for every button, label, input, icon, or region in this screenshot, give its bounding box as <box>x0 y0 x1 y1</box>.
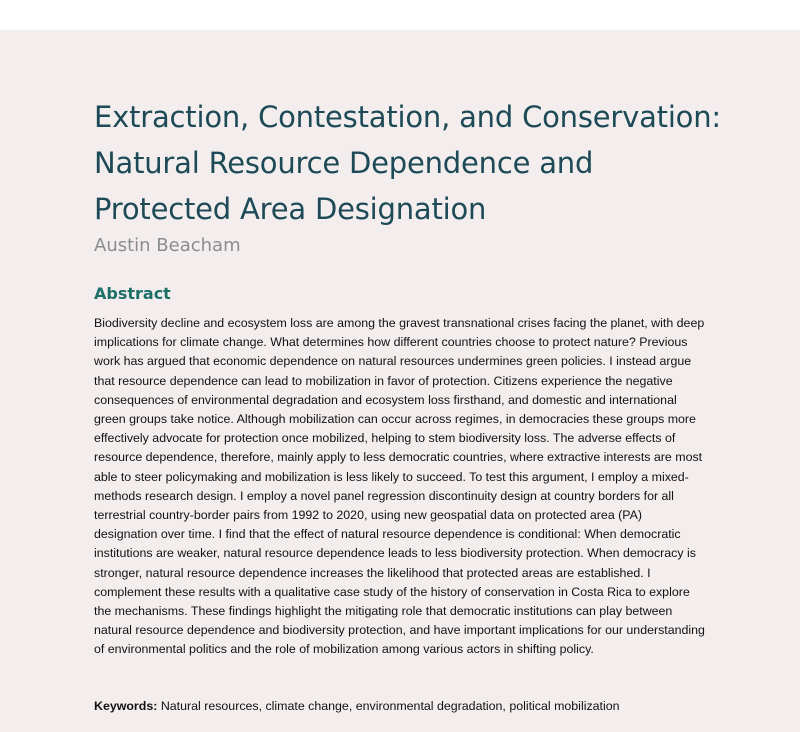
paper-author: Austin Beacham <box>94 235 241 256</box>
keywords-label: Keywords: <box>94 699 158 713</box>
abstract-heading: Abstract <box>94 284 171 303</box>
abstract-text: Biodiversity decline and ecosystem loss are among the gravest transnational crises facing the planet, with deep implications for climate change. What determines how different countries choose to protect nature? Previous work has argued that economic dependence on natural resources undermines green policies. I instead argue that resource dependence can lead to mobilization in favor of protection. Citizens experience the negative consequences of environmental degradation and ecosystem loss firsthand, and domestic and international green groups take notice. Although mobilization can occur across regimes, in democracies these groups more effectively advocate for protection once mobilized, helping to stem biodiversity loss. The adverse effects of resource dependence, therefore, mainly apply to less democratic countries, where extractive interests are most able to steer policymaking and mobilization is less likely to succeed. To test this argument, I employ a mixed-methods research design. I employ a novel panel regression discontinuity design at country borders for all terrestrial country-border pairs from 1992 to 2020, using new geospatial data on protected area (PA) designation over time. I find that the effect of natural resource dependence is conditional: When democratic institutions are weaker, natural resource dependence leads to less biodiversity protection. When democracy is stronger, natural resource dependence increases the likelihood that protected areas are established. I complement these results with a qualitative case study of the history of conservation in Costa Rica to explore the mechanisms. These findings highlight the mitigating role that democratic institutions can play between natural resource dependence and biodiversity protection, and have important implications for our understanding of environmental politics and the role of mobilization among various actors in shifting policy. <box>94 316 705 657</box>
paper-title: Extraction, Contestation, and Conservation: Natural Resource Dependence and Protected Area Designation <box>94 100 721 226</box>
keywords-text: Natural resources, climate change, environmental degradation, political mobilization <box>160 699 620 713</box>
paper-page <box>0 30 800 732</box>
keywords <box>94 697 734 716</box>
